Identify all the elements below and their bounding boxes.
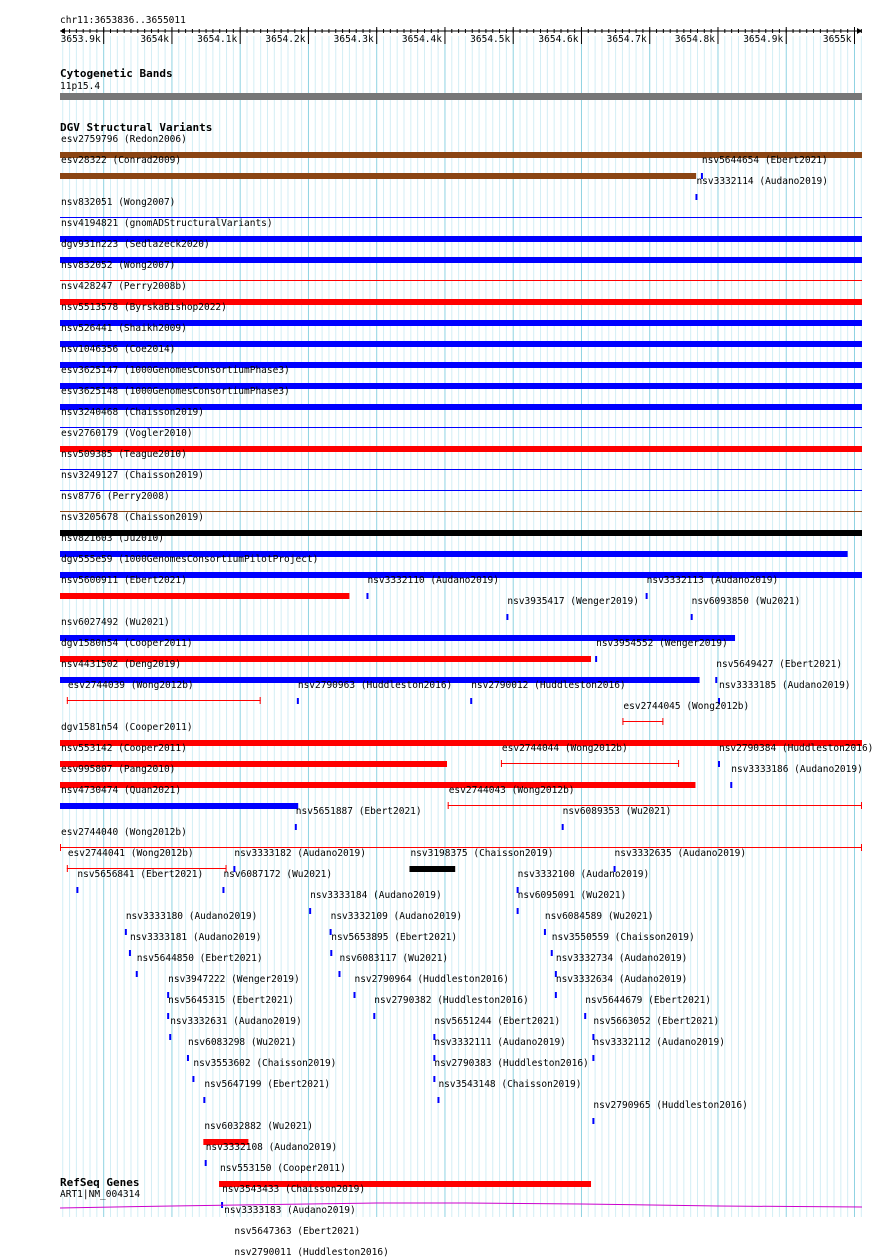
sv-label[interactable]: nsv553150 (Cooper2011) [220,1163,346,1174]
sv-label[interactable]: nsv3333183 (Audano2019) [224,1205,356,1216]
sv-label[interactable]: nsv6095091 (Wu2021) [517,890,627,901]
sv-label[interactable]: nsv3332110 (Audano2019) [367,575,500,586]
sv-feature-mark [167,1013,169,1019]
sv-label[interactable]: nsv3947222 (Wenger2019) [168,974,300,985]
sv-label[interactable]: nsv3935417 (Wenger2019) [507,596,639,607]
sv-label[interactable]: esv2744043 (Wong2012b) [448,785,575,796]
sv-label[interactable]: nsv2790382 (Huddleston2016) [374,995,529,1006]
sv-feature-bar [60,530,862,536]
sv-feature-mark [715,677,717,683]
sv-label[interactable]: nsv2790964 (Huddleston2016) [354,974,509,985]
sv-label[interactable]: nsv3332112 (Audano2019) [593,1037,725,1048]
sv-label[interactable]: nsv6093850 (Wu2021) [691,596,801,607]
sv-label[interactable]: nsv832051 (Wong2007) [61,197,176,208]
sv-feature-mark [309,908,311,914]
sv-label[interactable]: nsv4431502 (Deng2019) [61,659,182,670]
sv-label[interactable]: nsv6083298 (Wu2021) [187,1037,297,1048]
sv-feature-bar [60,257,862,263]
sv-label[interactable]: nsv832052 (Wong2007) [61,260,176,271]
sv-label[interactable]: nsv3332631 (Audano2019) [170,1016,302,1027]
sv-label[interactable]: dgv931n223 (Sedlazeck2020) [61,239,210,250]
sv-feature-mark [551,950,553,956]
sv-label[interactable]: nsv5647363 (Ebert2021) [234,1226,361,1237]
sv-label[interactable]: esv3625148 (1000GenomesConsortiumPhase3) [61,386,290,397]
sv-label[interactable]: nsv3198375 (Chaisson2019) [410,848,554,859]
sv-label[interactable]: nsv3543148 (Chaisson2019) [438,1079,582,1090]
sv-interval-cap [622,718,623,725]
sv-feature-mark [373,1013,375,1019]
sv-label[interactable]: nsv6027492 (Wu2021) [61,617,170,628]
scale-tick-label: 3654.9k [743,34,784,45]
scale-tick-label: 3654.5k [470,34,511,45]
sv-feature-mark [205,1160,207,1166]
sv-label[interactable]: nsv5651887 (Ebert2021) [295,806,422,817]
sv-label[interactable]: dgv1580n54 (Cooper2011) [61,638,193,649]
sv-feature-bar [60,341,862,347]
sv-label[interactable]: nsv1046356 (Coe2014) [61,344,176,355]
scale-tick-label: 3653.9k [60,34,101,45]
sv-label[interactable]: nsv3333181 (Audano2019) [129,932,262,943]
sv-feature-mark [506,614,508,620]
sv-feature-mark [584,1013,586,1019]
sv-interval-cap [60,844,61,851]
sv-label[interactable]: nsv5644654 (Ebert2021) [701,155,828,166]
sv-feature-mark [192,1076,194,1082]
sv-feature-mark [330,950,332,956]
sv-feature-mark [338,971,340,977]
sv-label[interactable]: nsv5644850 (Ebert2021) [136,953,263,964]
sv-label[interactable]: nsv2790963 (Huddleston2016) [297,680,453,691]
sv-feature-line [60,490,862,491]
sv-label[interactable]: nsv5651244 (Ebert2021) [434,1016,561,1027]
sv-label[interactable]: esv2744044 (Wong2012b) [501,743,628,754]
sv-feature-bar [60,803,298,809]
sv-interval-cap [861,844,862,851]
sv-feature-mark [544,929,546,935]
sv-feature-interval [501,763,679,764]
sv-feature-mark [691,614,693,620]
sv-label[interactable]: nsv5647199 (Ebert2021) [204,1079,331,1090]
sv-interval-cap [678,760,679,767]
sv-label[interactable]: nsv3205678 (Chaisson2019) [61,512,204,523]
sv-feature-mark [295,824,297,830]
sv-label[interactable]: nsv5513578 (ByrskaBishop2022) [61,302,227,313]
sv-feature-mark [592,1055,594,1061]
sv-label[interactable]: nsv428247 (Perry2008b) [61,281,187,292]
dgv-track-title[interactable]: DGV Structural Variants [60,121,213,134]
sv-label[interactable]: nsv3332111 (Audano2019) [434,1037,566,1048]
sv-label[interactable]: esv2760179 (Vogler2010) [61,428,193,439]
sv-label[interactable]: nsv821603 (Ju2010) [61,533,164,544]
sv-label[interactable]: nsv2790384 (Huddleston2016) [718,743,874,754]
sv-label[interactable]: nsv6084589 (Wu2021) [544,911,654,922]
sv-label[interactable]: nsv6032882 (Wu2021) [204,1121,313,1132]
sv-label[interactable]: nsv3332109 (Audano2019) [330,911,463,922]
sv-feature-mark [222,887,224,893]
refseq-gene-model [60,1203,862,1208]
sv-label[interactable]: esv28322 (Conrad2009) [61,155,182,166]
sv-label[interactable]: nsv2790012 (Huddleston2016) [471,680,626,691]
sv-label[interactable]: nsv3333185 (Audano2019) [718,680,851,691]
sv-feature-mark [136,971,138,977]
sv-feature-mark [169,1034,171,1040]
sv-feature-mark [366,593,368,599]
cytoband-label: 11p15.4 [60,81,101,92]
scale-tick-label: 3655k [822,34,852,45]
sv-label[interactable]: esv2744045 (Wong2012b) [623,701,750,712]
sv-feature-mark [470,698,472,704]
scale-tick-label: 3654.8k [674,34,715,45]
sv-feature-mark [646,593,648,599]
sv-feature-bar [60,173,696,179]
sv-label[interactable]: esv2744040 (Wong2012b) [61,827,187,838]
sv-feature-mark [595,656,597,662]
sv-feature-mark [562,824,564,830]
sv-label[interactable]: nsv5663052 (Ebert2021) [593,1016,720,1027]
scale-tick-label: 3654.7k [606,34,647,45]
sv-label[interactable]: nsv6087172 (Wu2021) [223,869,333,880]
sv-label[interactable]: nsv3332734 (Audano2019) [555,953,688,964]
locus-label: chr11:3653836..3655011 [60,15,186,26]
scale-tick-label: 3654.4k [401,34,442,45]
sv-label[interactable]: nsv5600911 (Ebert2021) [61,575,187,586]
sv-label[interactable]: nsv3333184 (Audano2019) [310,890,442,901]
sv-interval-cap [260,697,261,704]
refseq-gene-label[interactable]: ART1|NM_004314 [60,1189,141,1200]
sv-label[interactable]: nsv3249127 (Chaisson2019) [61,470,204,481]
sv-feature-bar [409,866,455,872]
scale-tick-label: 3654.6k [538,34,579,45]
sv-label[interactable]: nsv6083117 (Wu2021) [339,953,449,964]
sv-label[interactable]: nsv526441 (Shaikh2009) [61,323,187,334]
sv-label[interactable]: nsv3332634 (Audano2019) [555,974,688,985]
sv-label[interactable]: esv3625147 (1000GenomesConsortiumPhase3) [61,365,290,376]
sv-feature-mark [517,908,519,914]
sv-feature-mark [203,1097,205,1103]
sv-feature-mark [297,698,299,704]
sv-interval-cap [861,802,862,809]
sv-label[interactable]: nsv4194821 (gnomADStructuralVariants) [61,218,273,229]
sv-feature-interval [67,700,261,701]
sv-label[interactable]: nsv5649427 (Ebert2021) [716,659,843,670]
sv-label[interactable]: dgv555e59 (1000GenomesConsortiumPilotProject) [61,554,319,565]
sv-label[interactable]: nsv5645315 (Ebert2021) [168,995,294,1006]
sv-label[interactable]: dgv1581n54 (Cooper2011) [61,722,193,733]
sv-feature-mark [695,194,697,200]
scale-tick-label: 3654.2k [265,34,306,45]
sv-feature-mark [437,1097,439,1103]
sv-feature-mark [555,992,557,998]
sv-label[interactable]: nsv553142 (Cooper2011) [61,743,187,754]
sv-label[interactable]: nsv3240468 (Chaisson2019) [61,407,204,418]
sv-label[interactable]: nsv3333186 (Audano2019) [731,764,863,775]
sv-interval-cap [67,697,68,704]
sv-label[interactable]: nsv509385 (Teague2010) [61,449,187,460]
sv-label[interactable]: nsv3332113 (Audano2019) [646,575,779,586]
sv-label[interactable]: esv2744039 (Wong2012b) [67,680,194,691]
sv-feature-mark [592,1118,594,1124]
sv-feature-mark [187,1055,189,1061]
sv-feature-mark [353,992,355,998]
sv-label[interactable]: nsv3550559 (Chaisson2019) [551,932,695,943]
sv-label[interactable]: nsv3332114 (Audano2019) [696,176,829,187]
sv-label[interactable]: nsv3553602 (Chaisson2019) [193,1058,337,1069]
cytoband-bar [60,93,862,100]
sv-feature-mark [433,1076,435,1082]
sv-label[interactable]: nsv3543433 (Chaisson2019) [222,1184,366,1195]
sv-feature-mark [125,929,127,935]
sv-interval-cap [67,865,68,872]
scale-tick-label: 3654.1k [197,34,238,45]
sv-label[interactable]: nsv5644679 (Ebert2021) [585,995,712,1006]
cytoband-track-title[interactable]: Cytogenetic Bands [60,67,173,80]
sv-label[interactable]: nsv5653895 (Ebert2021) [331,932,458,943]
sv-label[interactable]: nsv5656841 (Ebert2021) [77,869,204,880]
sv-label[interactable]: nsv2790011 (Huddleston2016) [234,1247,389,1258]
sv-label[interactable]: nsv2790383 (Huddleston2016) [434,1058,589,1069]
sv-label[interactable]: nsv3954552 (Wenger2019) [596,638,728,649]
sv-label[interactable]: nsv3332100 (Audano2019) [517,869,650,880]
sv-feature-mark [730,782,732,788]
sv-label[interactable]: esv995807 (Pang2010) [61,764,176,775]
sv-feature-mark [76,887,78,893]
sv-feature-mark [129,950,131,956]
sv-label[interactable]: nsv8776 (Perry2008) [61,491,170,502]
sv-label[interactable]: nsv3333180 (Audano2019) [125,911,258,922]
sv-feature-bar [60,593,349,599]
scale-tick-label: 3654k [140,34,169,45]
scale-tick-label: 3654.3k [333,34,374,45]
sv-label[interactable]: nsv2790965 (Huddleston2016) [593,1100,748,1111]
sv-feature-mark [718,761,720,767]
sv-label[interactable]: nsv3332108 (Audano2019) [205,1142,338,1153]
sv-label[interactable]: nsv3333182 (Audano2019) [234,848,366,859]
refseq-track-title[interactable]: RefSeq Genes [60,1176,140,1189]
sv-feature-interval [622,721,663,722]
sv-label[interactable]: nsv6089353 (Wu2021) [562,806,672,817]
sv-interval-cap [448,802,449,809]
sv-label[interactable]: esv2744041 (Wong2012b) [67,848,194,859]
sv-interval-cap [501,760,502,767]
sv-label[interactable]: nsv3332635 (Audano2019) [614,848,747,859]
sv-interval-cap [662,718,663,725]
sv-label[interactable]: nsv4730474 (Quan2021) [61,785,182,796]
sv-label[interactable]: esv2759796 (Redon2006) [61,134,187,145]
